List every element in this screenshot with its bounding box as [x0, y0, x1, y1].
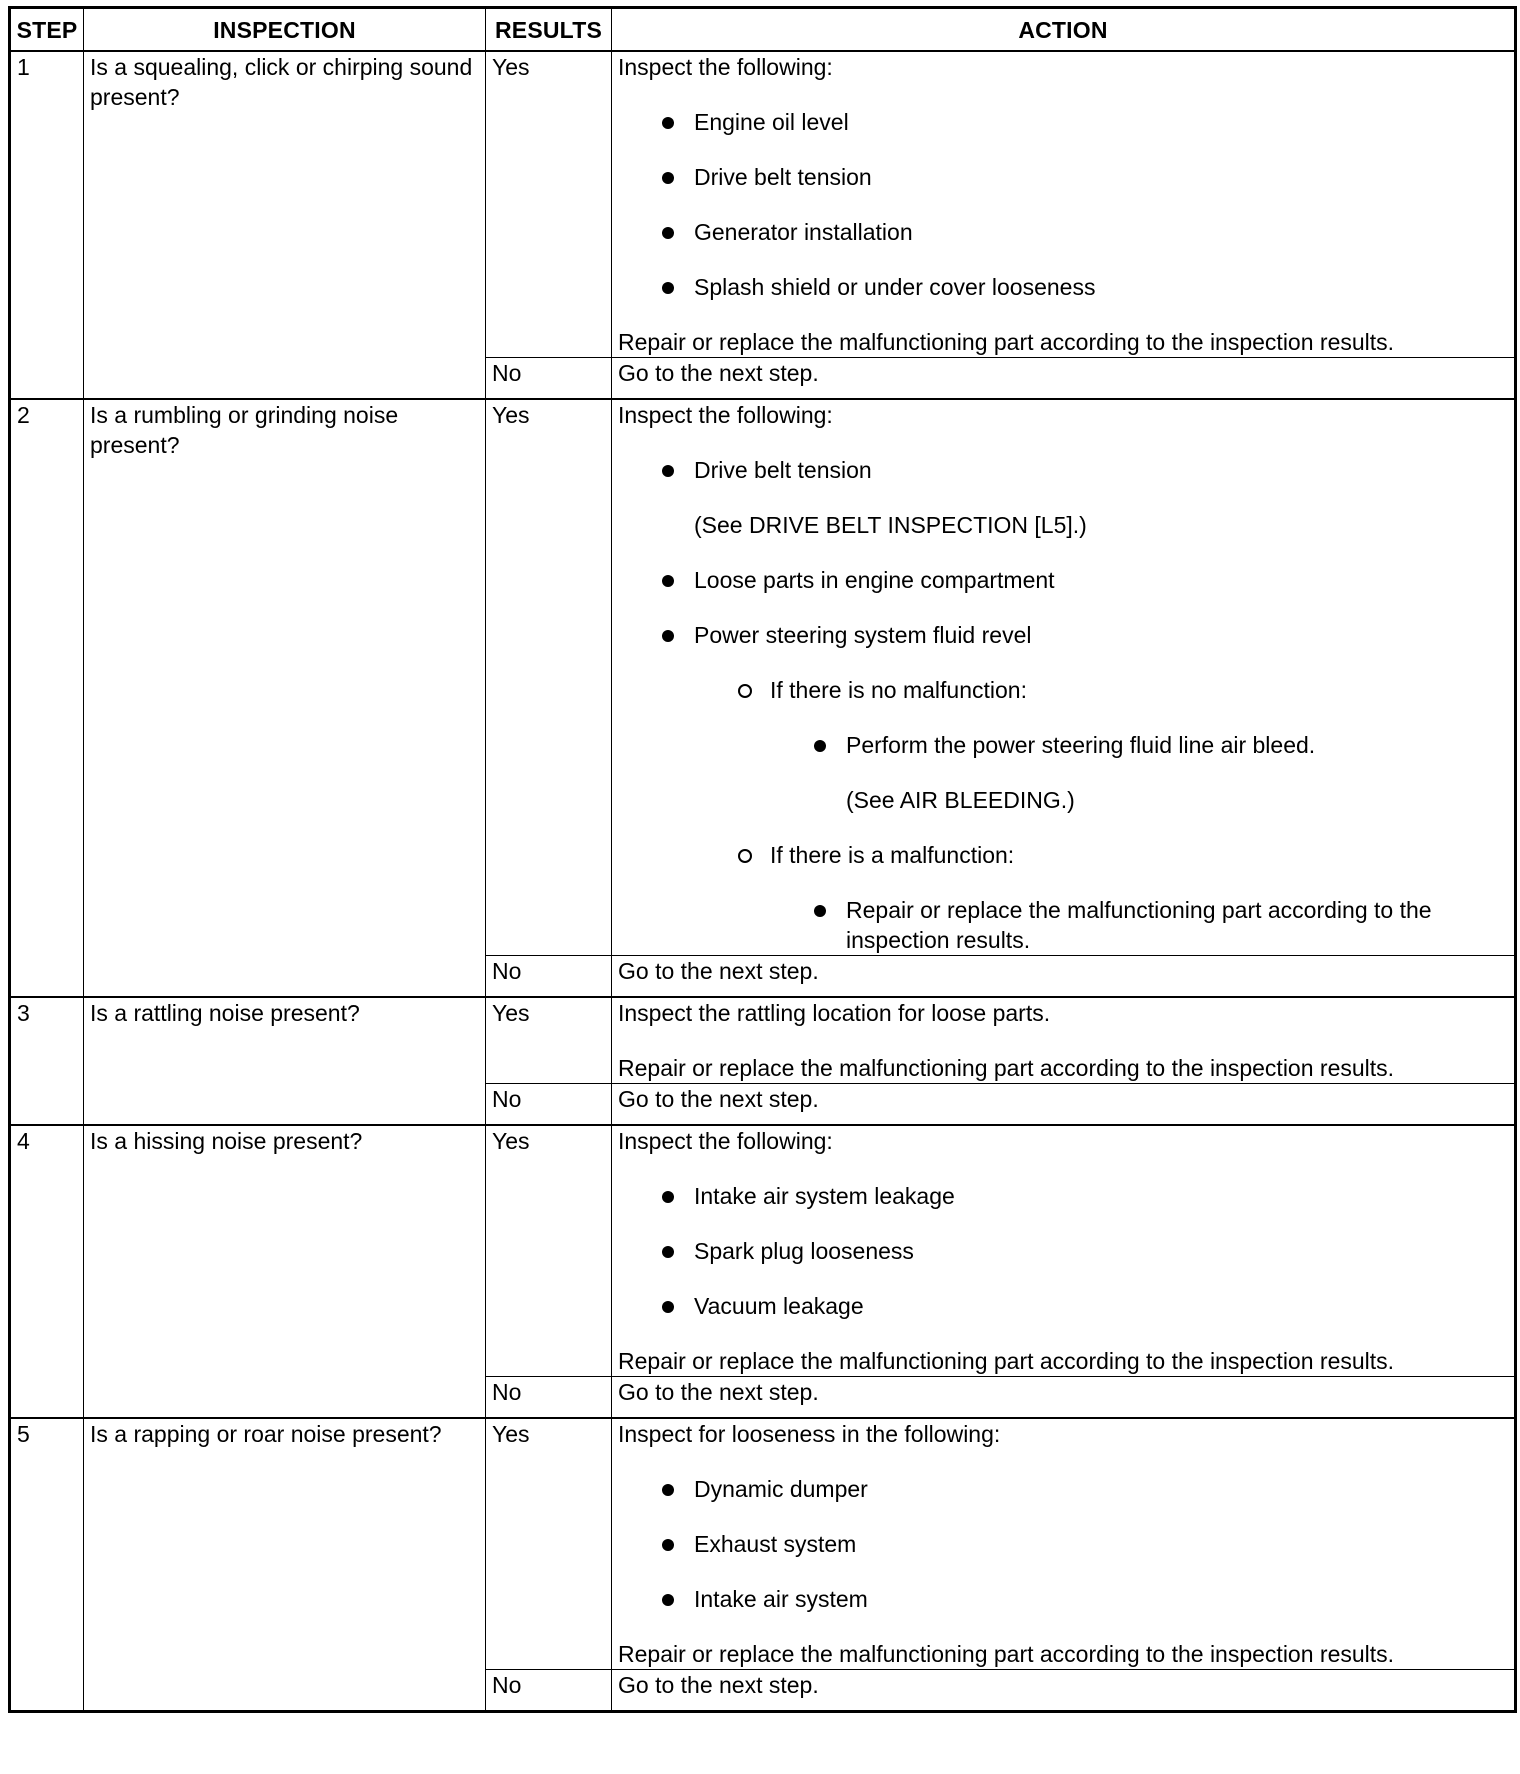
- bullet-item: Intake air system: [618, 1584, 1508, 1614]
- no-action: Go to the next step.: [612, 1670, 1516, 1712]
- step-number: 4: [10, 1125, 84, 1418]
- bullet-item: Vacuum leakage: [618, 1291, 1508, 1321]
- step-group: [10, 997, 1516, 1125]
- sub-bullet-item: If there is no malfunction:: [618, 675, 1508, 705]
- yes-action: [612, 997, 1516, 1084]
- step-number: 1: [10, 51, 84, 399]
- bullet-item: Splash shield or under cover looseness: [618, 272, 1508, 302]
- table-row: [10, 1125, 1516, 1377]
- table-row: [10, 51, 1516, 358]
- yes-action: [612, 1125, 1516, 1377]
- bullet-item: Drive belt tension: [618, 455, 1508, 485]
- diagnostic-table: [8, 6, 1517, 1713]
- bullet-item: Exhaust system: [618, 1529, 1508, 1559]
- action-text: Repair or replace the malfunctioning part according to the inspection results.: [618, 1055, 1395, 1081]
- yes-action: [612, 399, 1516, 956]
- result-yes: Yes: [486, 399, 612, 956]
- table-header-row: [10, 8, 1516, 52]
- header-inspection: INSPECTION: [84, 8, 486, 52]
- step-number: 3: [10, 997, 84, 1125]
- step-group: [10, 399, 1516, 997]
- no-action: Go to the next step.: [612, 956, 1516, 998]
- bullet-item: Intake air system leakage: [618, 1181, 1508, 1211]
- result-yes: Yes: [486, 997, 612, 1084]
- no-action: Go to the next step.: [612, 1084, 1516, 1126]
- header-step: STEP: [10, 8, 84, 52]
- action-text: Inspect the following:: [618, 54, 833, 80]
- table-row: [10, 1418, 1516, 1670]
- result-no: No: [486, 358, 612, 400]
- action-text: Inspect the following:: [618, 402, 833, 428]
- inspection-question: Is a hissing noise present?: [84, 1125, 486, 1418]
- action-text: Inspect for looseness in the following:: [618, 1421, 1001, 1447]
- inspection-question: Is a rapping or roar noise present?: [84, 1418, 486, 1712]
- yes-action: [612, 1418, 1516, 1670]
- bullet-item: Dynamic dumper: [618, 1474, 1508, 1504]
- action-text: Inspect the rattling location for loose parts.: [618, 1000, 1051, 1026]
- bullet-item: Drive belt tension: [618, 162, 1508, 192]
- step-number: 2: [10, 399, 84, 997]
- bullet-item: Power steering system fluid revel: [618, 620, 1508, 650]
- bullet-item: Perform the power steering fluid line air bleed.: [618, 730, 1508, 760]
- inspection-question: Is a rattling noise present?: [84, 997, 486, 1125]
- action-text: Repair or replace the malfunctioning part according to the inspection results.: [618, 1348, 1395, 1374]
- action-text: Repair or replace the malfunctioning part according to the inspection results.: [618, 1641, 1395, 1667]
- sub-bullet-item: If there is a malfunction:: [618, 840, 1508, 870]
- header-action: ACTION: [612, 8, 1516, 52]
- no-action: Go to the next step.: [612, 358, 1516, 400]
- action-text: Inspect the following:: [618, 1128, 833, 1154]
- step-group: [10, 1125, 1516, 1418]
- result-no: No: [486, 1084, 612, 1126]
- step-number: 5: [10, 1418, 84, 1712]
- step-group: [10, 51, 1516, 399]
- result-yes: Yes: [486, 51, 612, 358]
- yes-action: [612, 51, 1516, 358]
- result-no: No: [486, 1670, 612, 1712]
- bullet-item: Generator installation: [618, 217, 1508, 247]
- table-row: [10, 997, 1516, 1084]
- bullet-item: Engine oil level: [618, 107, 1508, 137]
- bullet-item: Repair or replace the malfunctioning part according to the inspection results.: [618, 895, 1508, 955]
- result-no: No: [486, 1377, 612, 1419]
- table-row: [10, 399, 1516, 956]
- result-no: No: [486, 956, 612, 998]
- bullet-item: Spark plug looseness: [618, 1236, 1508, 1266]
- result-yes: Yes: [486, 1125, 612, 1377]
- result-yes: Yes: [486, 1418, 612, 1670]
- step-group: [10, 1418, 1516, 1712]
- action-text: Repair or replace the malfunctioning part according to the inspection results.: [618, 329, 1395, 355]
- bullet-item: Loose parts in engine compartment: [618, 565, 1508, 595]
- inspection-question: Is a rumbling or grinding noise present?: [84, 399, 486, 997]
- action-note: (See AIR BLEEDING.): [846, 787, 1075, 813]
- header-results: RESULTS: [486, 8, 612, 52]
- inspection-question: Is a squealing, click or chirping sound present?: [84, 51, 486, 399]
- no-action: Go to the next step.: [612, 1377, 1516, 1419]
- action-note: (See DRIVE BELT INSPECTION [L5].): [694, 512, 1087, 538]
